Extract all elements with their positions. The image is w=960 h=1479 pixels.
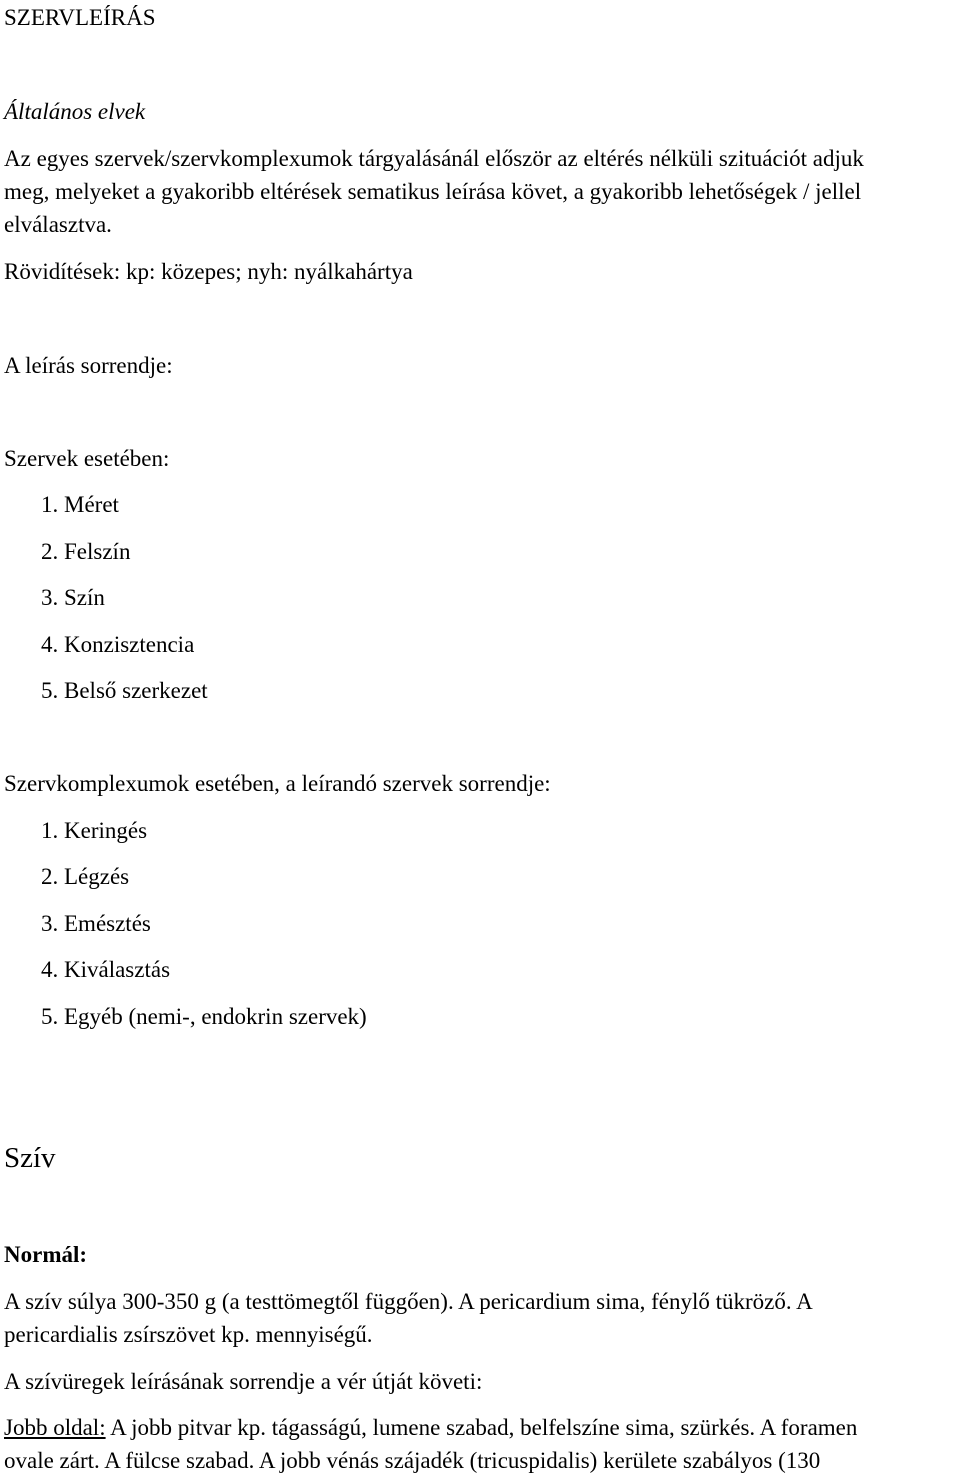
heart-paragraph-line-2: pericardialis zsírszövet kp. mennyiségű. [4, 1322, 373, 1347]
organs-list-item: 5. Belső szerkezet [41, 678, 208, 703]
organs-list-item: 3. Szín [41, 585, 105, 610]
right-side-label: Jobb oldal: [4, 1415, 106, 1440]
right-side-line-1 [4, 1411, 857, 1445]
complex-list-item: 1. Keringés [41, 818, 148, 843]
right-side-line-2: ovale zárt. A fülcse szabad. A jobb vénás szájadék (tricuspidalis) kerülete szabályos (130 [4, 1448, 821, 1473]
chambers-order-line: A szívüregek leírásának sorrendje a vér útját követi: [4, 1369, 483, 1394]
general-heading: Általános elvek [4, 99, 146, 124]
complex-list-item: 5. Egyéb (nemi-, endokrin szervek) [41, 1004, 367, 1029]
complex-list-item: 3. Emésztés [41, 911, 151, 936]
complex-list-item: 2. Légzés [41, 864, 130, 889]
organs-list-item: 2. Felszín [41, 539, 131, 564]
right-side-text: A jobb pitvar kp. tágasságú, lumene szabad, belfelszíne sima, szürkés. A foramen [105, 1415, 858, 1440]
heart-paragraph-line-1: A szív súlya 300-350 g (a testtömegtől függően). A pericardium sima, fénylő tükröző. A [4, 1289, 813, 1314]
complex-heading: Szervkomplexumok esetében, a leírandó szervek sorrendje: [4, 771, 551, 796]
general-paragraph-line-2: meg, melyeket a gyakoribb eltérések sematikus leírása követ, a gyakoribb lehetőségek / jellel [4, 179, 862, 204]
general-paragraph-line-1: Az egyes szervek/szervkomplexumok tárgyalásánál először az eltérés nélküli szituációt adjuk [4, 146, 864, 171]
normal-label: Normál: [4, 1242, 88, 1267]
order-heading: A leírás sorrendje: [4, 353, 173, 378]
general-paragraph-line-3: elválasztva. [4, 212, 112, 237]
organs-list-item: 1. Méret [41, 492, 119, 517]
complex-list-item: 4. Kiválasztás [41, 957, 171, 982]
organs-list-item: 4. Konzisztencia [41, 632, 195, 657]
abbreviations-line: Rövidítések: kp: közepes; nyh: nyálkahártya [4, 259, 413, 284]
document-title: SZERVLEÍRÁS [4, 5, 156, 30]
heart-heading: Szív [4, 1142, 56, 1174]
organs-heading: Szervek esetében: [4, 446, 170, 471]
